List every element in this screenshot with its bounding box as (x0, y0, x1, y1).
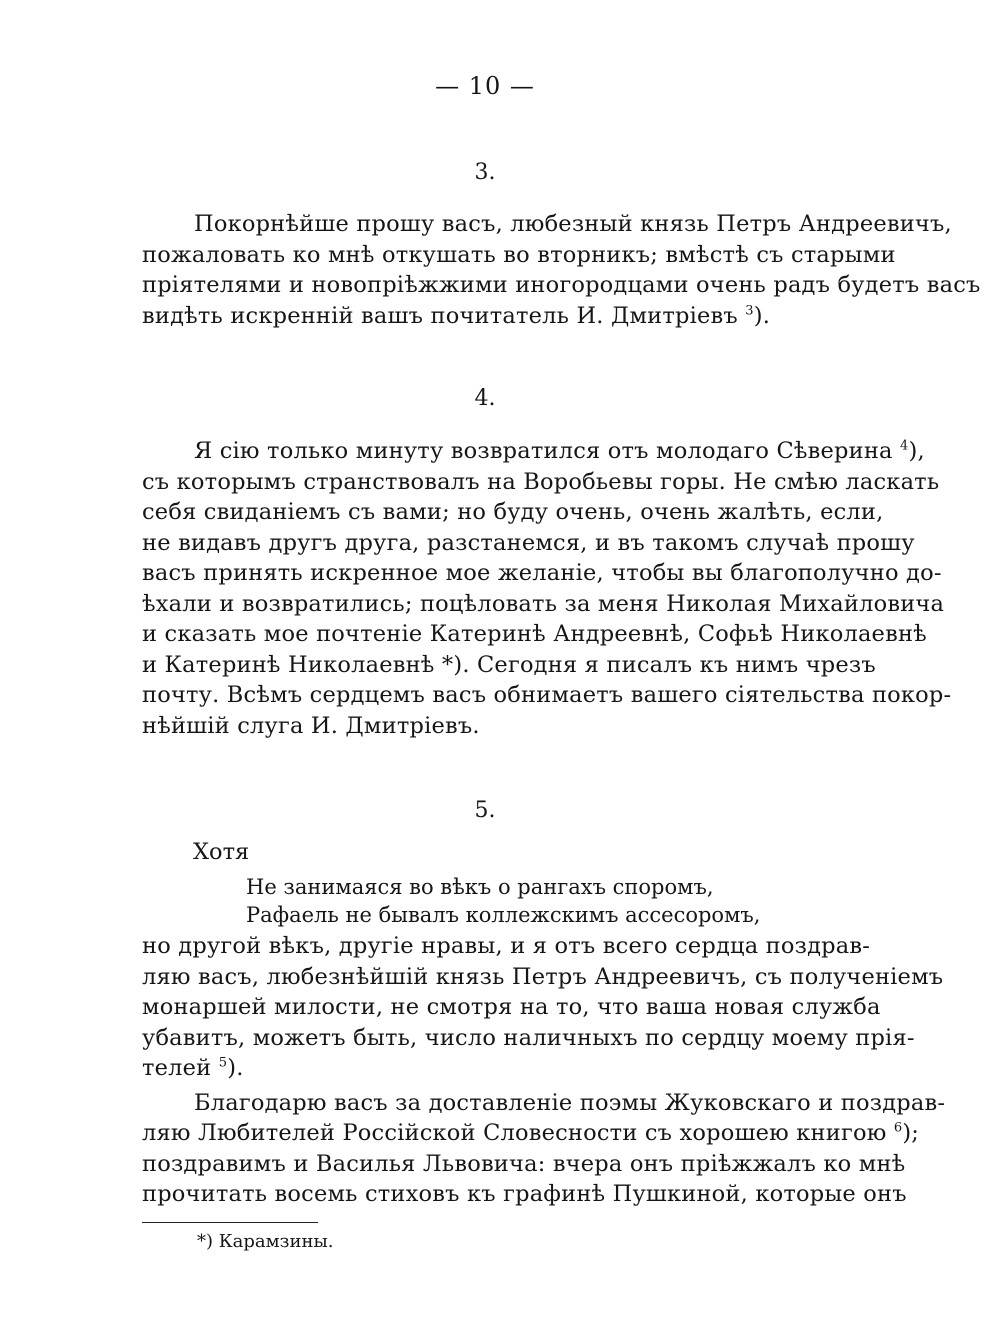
page-number: — 10 — (435, 72, 535, 100)
text-line (142, 1118, 920, 1149)
letter-5-text (142, 931, 946, 1210)
text-segment: видѣть искренній вашъ почитатель И. Дмитріевъ (142, 302, 738, 329)
letter-5-intro: Хотя (193, 839, 250, 865)
text-line: ѣхали и возвратились; поцѣловать за меня Николая Михайловича (142, 590, 945, 617)
text-line: Благодарю васъ за доставленіе поэмы Жуковскаго и поздрав- (194, 1089, 946, 1116)
verse-line-1: Не занимаяся во вѣкъ о рангахъ споромъ, (246, 875, 714, 899)
text-line: Покорнѣйше прошу васъ, любезный князь Петръ Андреевичъ, (194, 211, 952, 237)
text-segment: Я сію только минуту возвратился отъ молодаго Сѣверина (194, 438, 893, 464)
text-segment: телей (142, 1055, 212, 1081)
text-line: прочитать восемь стиховъ къ графинѣ Пушкиной, которые онъ (142, 1181, 907, 1207)
text-segment: ), (908, 438, 925, 464)
footnote-ref: 5 (218, 1055, 228, 1071)
text-line: но другой вѣкъ, другіе нравы, и я отъ всего сердца поздрав- (142, 933, 871, 959)
text-line: не видавъ другъ друга, разстанемся, и въ такомъ случаѣ прошу (142, 529, 915, 556)
text-line: пожаловать ко мнѣ откушать во вторникъ; вмѣстѣ съ старыми (142, 241, 896, 268)
letter-4-text (142, 436, 952, 741)
verse-line-2: Рафаель не бывалъ коллежскимъ ассесоромъ, (246, 903, 761, 927)
text-line (142, 436, 925, 467)
text-line: и Катеринѣ Николаевнѣ *). Сегодня я писалъ къ нимъ чрезъ (142, 651, 876, 678)
text-line: и сказать мое почтеніе Катеринѣ Андреевнѣ, Софьѣ Николаевнѣ (142, 621, 927, 647)
text-line: монаршей милости, не смотря на то, что ваша новая служба (142, 994, 881, 1020)
text-line: васъ принять искренное мое желаніе, чтобы вы благополучно до- (142, 560, 942, 586)
text-segment: ). (753, 302, 771, 329)
text-line: почту. Всѣмъ сердцемъ васъ обнимаетъ вашего сіятельства покор- (142, 682, 952, 708)
text-line: поздравимъ и Василья Львовича: вчера онъ пріѣжжалъ ко мнѣ (142, 1150, 906, 1177)
footnote-rule (142, 1222, 318, 1223)
text-line: себя свиданіемъ съ вами; но буду очень, очень жалѣть, если, (142, 499, 884, 525)
letter-number-4: 4. (474, 386, 496, 411)
footnote-ref: 3 (745, 303, 754, 318)
text-line: ляю васъ, любезнѣйшій князь Петръ Андреевичъ, съ полученіемъ (142, 963, 944, 990)
text-line: нѣйшій слуга И. Дмитріевъ. (142, 712, 480, 739)
text-segment: ). (227, 1055, 244, 1081)
text-line (142, 1053, 832, 1084)
text-line: съ которымъ странствовалъ на Воробьевы горы. Не смѣю ласкать (142, 468, 940, 495)
text-segment: ляю Любителей Россійской Словесности съ хорошею книгою (142, 1120, 887, 1146)
letter-3-text (142, 209, 981, 331)
footnote-ref: 6 (893, 1120, 903, 1136)
text-line (142, 301, 832, 332)
footnote-ref: 4 (900, 438, 909, 454)
text-line: убавитъ, можетъ быть, число наличныхъ по сердцу моему прія- (142, 1024, 915, 1051)
letter-number-5: 5. (474, 798, 496, 823)
text-line: пріятелями и новопріѣжжими иногородцами очень радъ будетъ васъ (142, 272, 981, 298)
text-segment: ); (902, 1120, 920, 1146)
footnote: *) Карамзины. (197, 1231, 334, 1252)
letter-number-3: 3. (474, 160, 496, 185)
